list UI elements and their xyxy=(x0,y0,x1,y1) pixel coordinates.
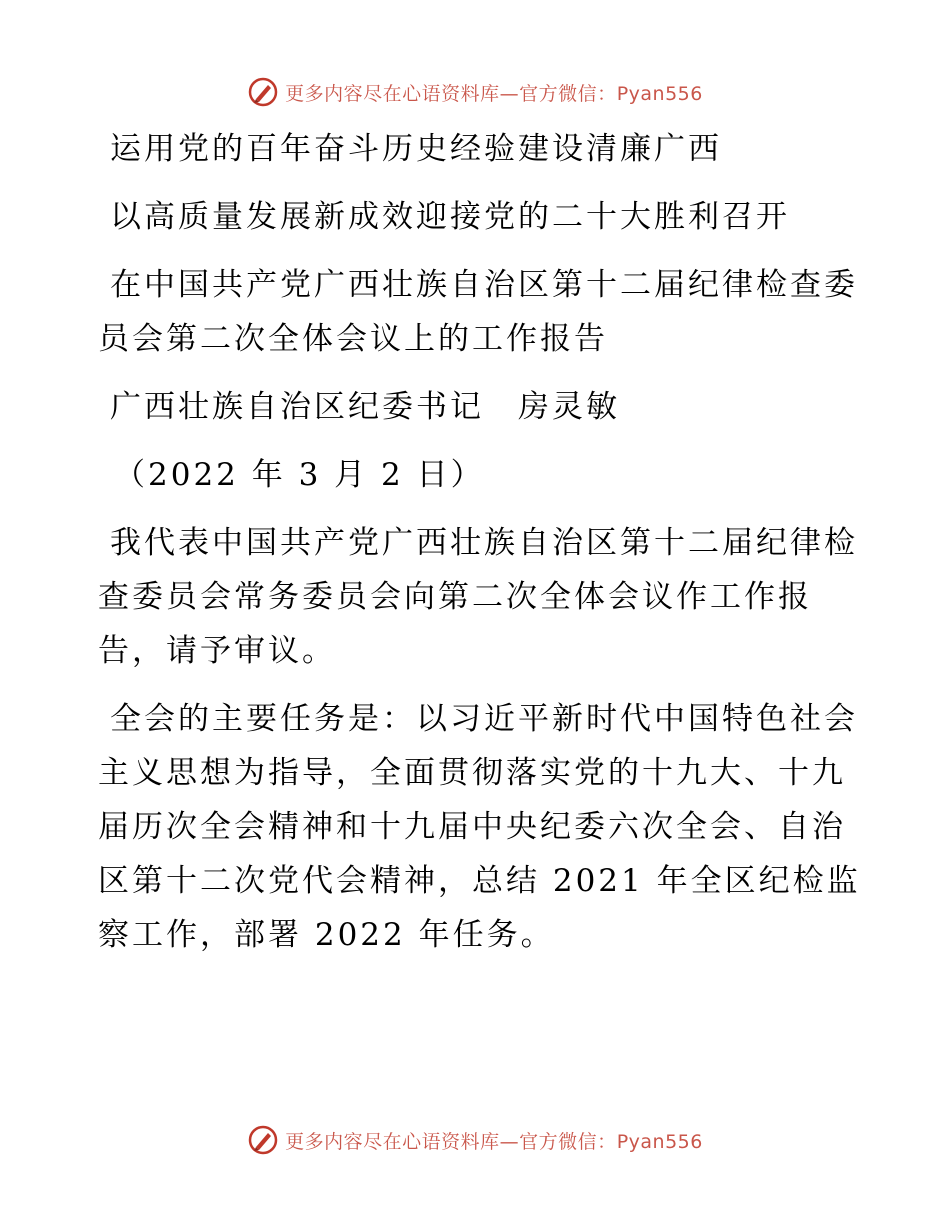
watermark-separator: — xyxy=(499,82,520,105)
watermark-wechat-handle: Pyan556 xyxy=(616,1130,703,1153)
document-title: 运用党的百年奋斗历史经验建设清廉广西 xyxy=(110,131,722,167)
pen-logo-icon xyxy=(247,76,279,108)
header-watermark xyxy=(0,72,950,112)
watermark-text xyxy=(285,1127,703,1154)
watermark-main: 更多内容尽在心语资料库 xyxy=(285,82,500,105)
body-paragraph-2: 全会的主要任务是：以习近平新时代中国特色社会主义思想为指导，全面贯彻落实党的十九大、十九届历次全会精神和十九届中央纪委六次全会、自治区第十二次党代会精神，总结 2021 年全区纪检监察工作，部署 2022 年任务。 xyxy=(98,701,861,953)
date-line: （2022 年 3 月 2 日） xyxy=(114,457,485,493)
document-subtitle: 以高质量发展新成效迎接党的二十大胜利召开 xyxy=(110,199,790,235)
watermark-wechat-label: 官方微信： xyxy=(519,1130,617,1153)
watermark-separator: — xyxy=(499,1130,520,1153)
document-body xyxy=(98,122,868,976)
watermark-text xyxy=(285,79,703,106)
author-line: 广西壮族自治区纪委书记 房灵敏 xyxy=(110,389,620,425)
watermark-wechat-label: 官方微信： xyxy=(519,82,617,105)
pen-logo-icon xyxy=(247,1124,279,1156)
watermark-wechat-handle: Pyan556 xyxy=(616,82,703,105)
body-paragraph-1: 我代表中国共产党广西壮族自治区第十二届纪律检查委员会常务委员会向第二次全体会议作工作报告，请予审议。 xyxy=(98,525,858,669)
footer-watermark xyxy=(0,1120,950,1160)
watermark-main: 更多内容尽在心语资料库 xyxy=(285,1130,500,1153)
report-heading: 在中国共产党广西壮族自治区第十二届纪律检查委员会第二次全体会议上的工作报告 xyxy=(98,267,858,357)
